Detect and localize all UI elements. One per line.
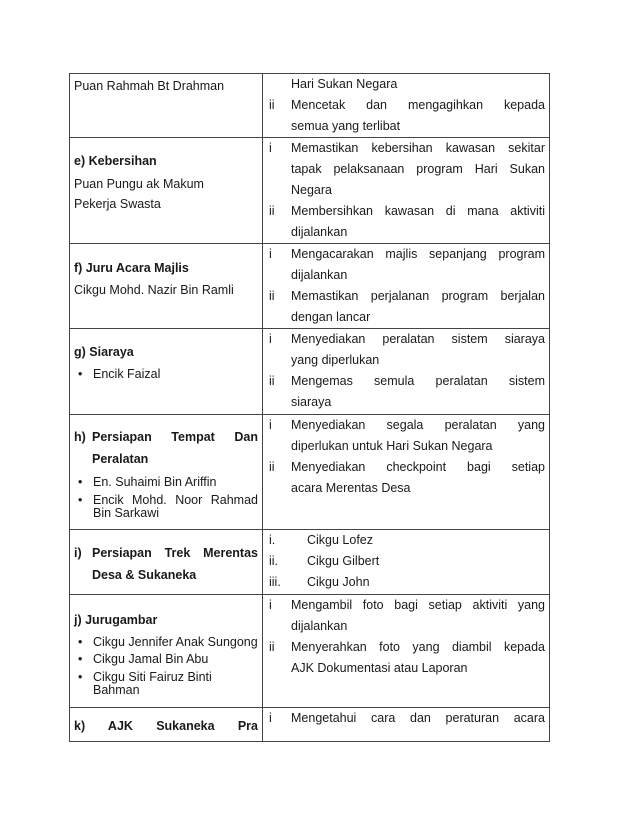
table-row	[70, 74, 550, 138]
section-heading: h) Persiapan Tempat Dan Peralatan	[74, 430, 258, 466]
left-cell	[70, 244, 263, 329]
task-item	[269, 572, 545, 593]
task-number: ii	[269, 374, 275, 388]
task-item	[269, 415, 545, 457]
task-text: Memastikan perjalanan program berjalan	[291, 289, 545, 303]
task-text: acara Merentas Desa	[291, 481, 411, 495]
task-text: Memastikan kebersihan kawasan sekitar	[291, 141, 545, 155]
task-text: Mencetak dan mengagihkan kepada	[291, 98, 545, 112]
task-item	[269, 551, 545, 572]
task-item	[269, 244, 545, 286]
list-item: • Cikgu Jamal Bin Abu	[78, 652, 209, 666]
task-text: Mengacarakan majlis sepanjang program	[291, 247, 545, 261]
task-text: tapak pelaksanaan program Hari Sukan	[291, 162, 545, 176]
member-name: Puan Pungu ak Makum	[74, 177, 204, 191]
right-cell	[263, 244, 550, 329]
task-text: diperlukan untuk Hari Sukan Negara	[291, 439, 493, 453]
left-cell	[70, 594, 263, 707]
list-item: • Cikgu Jennifer Anak Sungong	[78, 634, 258, 649]
member-list	[74, 368, 258, 382]
task-text: AJK Dokumentasi atau Laporan	[291, 660, 468, 675]
task-number: ii	[269, 639, 275, 654]
task-number: ii	[269, 98, 275, 112]
task-number: i	[269, 418, 272, 432]
task-number: i.	[269, 532, 276, 547]
task-number	[269, 74, 291, 95]
right-cell	[263, 74, 550, 138]
task-text: yang diperlukan	[291, 353, 380, 367]
task-item	[269, 530, 545, 551]
task-text: dijalankan	[291, 618, 348, 633]
list-item: • Encik Mohd. Noor Rahmad Bin Sarkawi	[78, 492, 258, 520]
task-item	[269, 637, 545, 679]
left-cell	[70, 329, 263, 415]
bullet-icon: •	[78, 669, 83, 684]
section-heading: k) AJK Sukaneka Pra	[74, 718, 258, 733]
task-text: dijalankan	[291, 268, 348, 282]
task-text: siaraya	[291, 395, 332, 409]
bullet-icon: •	[78, 367, 83, 381]
task-text: Menyediakan peralatan sistem siaraya	[291, 332, 545, 346]
left-cell	[70, 707, 263, 741]
task-item	[269, 371, 545, 413]
task-text: Membersihkan kawasan di mana aktiviti	[291, 204, 545, 218]
member-name: Cikgu Mohd. Nazir Bin Ramli	[74, 283, 234, 297]
task-number: ii	[269, 204, 275, 218]
right-cell	[263, 415, 550, 530]
bullet-icon: •	[78, 652, 83, 666]
task-number: i	[269, 332, 272, 346]
task-text: Menyediakan segala peralatan yang	[291, 418, 545, 432]
right-cell	[263, 329, 550, 415]
task-text: Menyediakan checkpoint bagi setiap	[291, 460, 545, 474]
task-item	[269, 329, 545, 371]
right-cell	[263, 594, 550, 707]
left-cell	[70, 529, 263, 594]
bullet-icon: •	[78, 492, 83, 507]
task-text: Mengetahui cara dan peraturan acara	[291, 710, 545, 725]
list-item: • Encik Faizal	[78, 367, 161, 381]
task-text: Hari Sukan Negara	[291, 77, 398, 91]
task-number: ii	[269, 289, 275, 303]
list-item: • Cikgu Siti Fairuz Binti Bahman	[78, 669, 212, 697]
bullet-icon: •	[78, 634, 83, 649]
task-text: Menyerahkan foto yang diambil kepada	[291, 639, 545, 654]
member-role: Pekerja Swasta	[74, 197, 161, 211]
member-list	[74, 476, 258, 521]
table-row	[70, 415, 550, 530]
left-cell	[70, 415, 263, 530]
task-item	[269, 457, 545, 499]
table-row	[70, 707, 550, 741]
right-cell	[263, 138, 550, 244]
task-item	[269, 595, 545, 637]
task-text: semua yang terlibat	[291, 119, 401, 133]
task-item	[269, 138, 545, 201]
task-text: Cikgu Gilbert	[307, 553, 380, 568]
left-cell	[70, 138, 263, 244]
task-item	[269, 74, 545, 95]
table-row	[70, 594, 550, 707]
task-text: dengan lancar	[291, 310, 371, 324]
task-number: i	[269, 247, 272, 261]
task-text: Cikgu Lofez	[307, 532, 374, 547]
task-item	[269, 286, 545, 328]
left-cell	[70, 74, 263, 138]
member-name: Puan Rahmah Bt Drahman	[74, 79, 225, 93]
task-text: dijalankan	[291, 225, 348, 239]
task-text: Mengemas semula peralatan sistem	[291, 374, 545, 388]
task-item	[269, 708, 545, 729]
task-number: ii.	[269, 553, 279, 568]
task-number: ii	[269, 460, 275, 474]
bullet-icon: •	[78, 475, 83, 489]
list-item: • En. Suhaimi Bin Ariffin	[78, 475, 217, 489]
task-item	[269, 95, 545, 137]
section-heading: e) Kebersihan	[74, 154, 157, 168]
table-row	[70, 329, 550, 415]
task-number: i	[269, 597, 272, 612]
task-number: i	[269, 710, 272, 725]
task-text: Negara	[291, 183, 332, 197]
table-row	[70, 244, 550, 329]
task-item	[269, 201, 545, 243]
right-cell	[263, 707, 550, 741]
member-list	[74, 636, 258, 698]
table-row	[70, 138, 550, 244]
section-heading: j) Jurugambar	[74, 612, 158, 627]
task-number: iii.	[269, 574, 281, 589]
right-cell	[263, 529, 550, 594]
task-number: i	[269, 141, 272, 155]
section-heading: f) Juru Acara Majlis	[74, 261, 189, 275]
committee-table	[69, 73, 550, 742]
table-row	[70, 529, 550, 594]
task-text: Cikgu John	[307, 574, 370, 589]
section-heading: g) Siaraya	[74, 345, 134, 359]
section-heading: i) Persiapan Trek Merentas Desa & Sukaneka	[74, 545, 258, 582]
task-text: Mengambil foto bagi setiap aktiviti yang	[291, 597, 545, 612]
